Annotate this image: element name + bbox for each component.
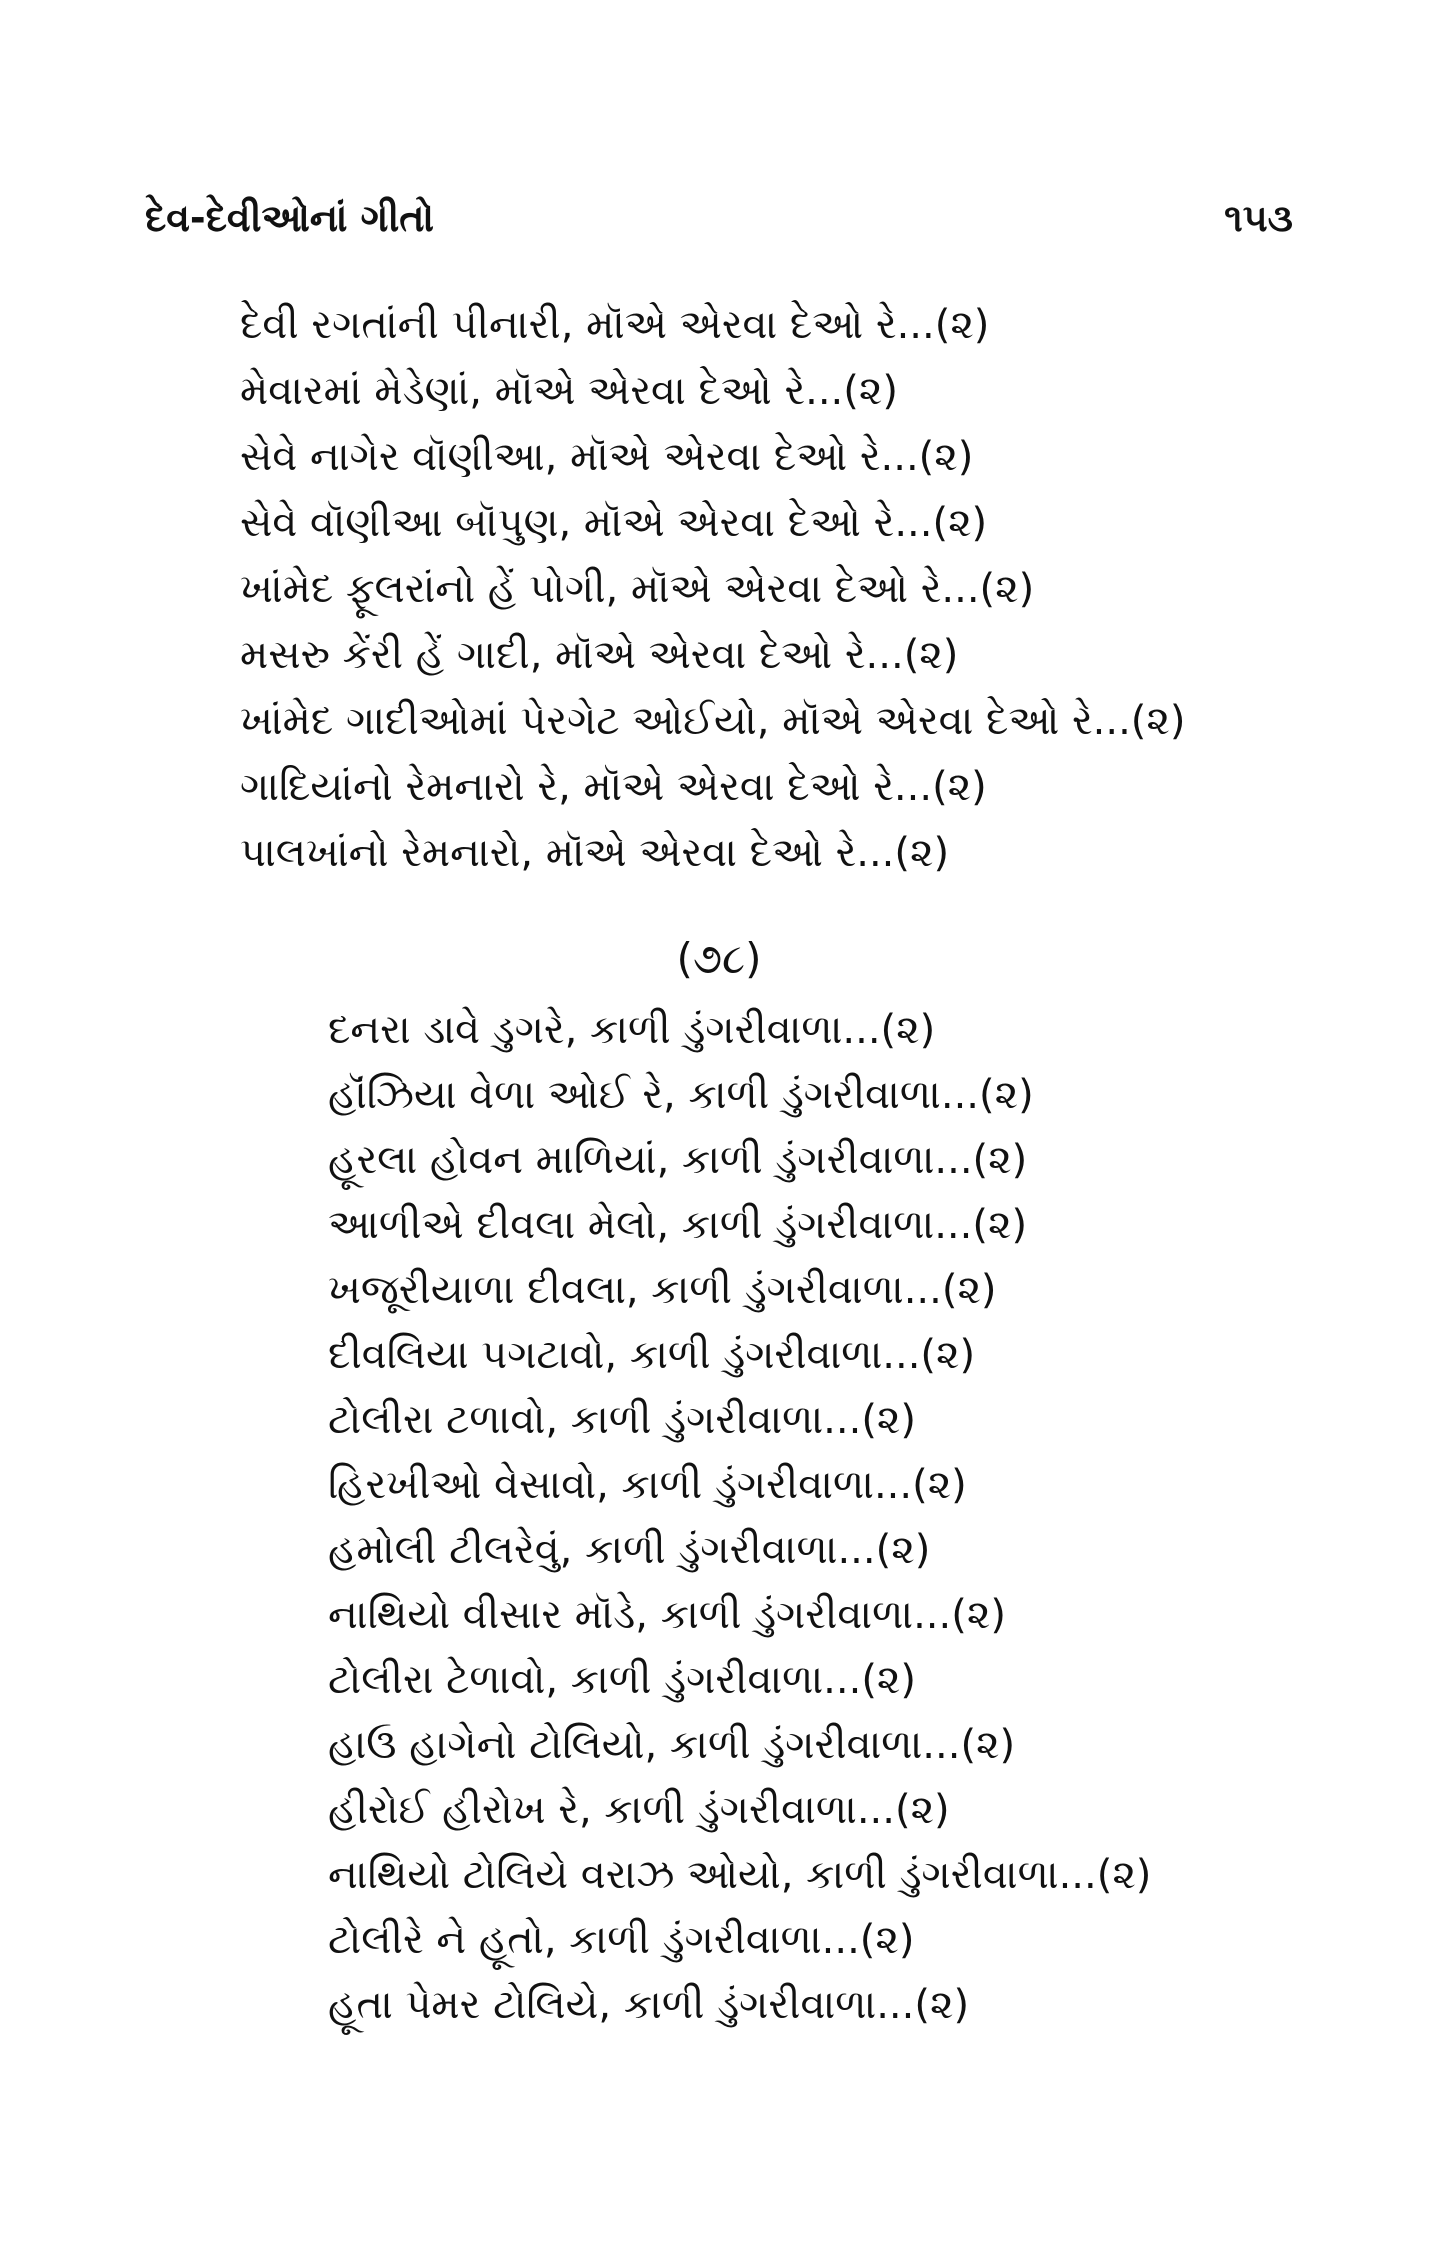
verse-line: હિરખીઓ વેસાવો, કાળી ડુંગરીવાળા...(૨): [328, 1462, 967, 1508]
verse-line: હાઉ હાગેનો ટોલિયો, કાળી ડુંગરીવાળા...(૨): [328, 1722, 1016, 1768]
verse-line: ગાદિયાંનો રેમનારો રે, મૉએ એરવા દેઓ રે...(૨): [240, 764, 987, 810]
verse-line: ટોલીરે ને હૂતો, કાળી ડુંગરીવાળા...(૨): [328, 1917, 915, 1963]
verse-line: દીવલિયા પગટાવો, કાળી ડુંગરીવાળા...(૨): [328, 1332, 976, 1378]
verse-line: ટોલીરા ટેળાવો, કાળી ડુંગરીવાળા...(૨): [328, 1657, 917, 1703]
verse-line: હૂરલા હોવન માળિયાં, કાળી ડુંગરીવાળા...(૨): [328, 1137, 1028, 1183]
verse-line: મેવારમાં મેડેણાં, મૉએ એરવા દેઓ રે...(૨): [240, 368, 898, 414]
running-header: [145, 196, 1293, 256]
verse-line: ખાંમેદ ફૂલરાંનો હેં પોગી, મૉએ એરવા દેઓ રે...(૨): [240, 566, 1035, 612]
verse-line: દનરા ડાવે ડુગરે, કાળી ડુંગરીવાળા...(૨): [328, 1007, 936, 1053]
verse-line: હીરોઈ હીરોખ રે, કાળી ડુંગરીવાળા...(૨): [328, 1787, 950, 1833]
song-number: (૭૮): [676, 934, 762, 983]
verse-line: દેવી રગતાંની પીનારી, મૉએ એરવા દેઓ રે...(૨): [240, 302, 990, 348]
song-stanza-2: [328, 1005, 1152, 2085]
verse-line: મસરુ કેંરી હેં ગાદી, મૉએ એરવા દેઓ રે...(૨): [240, 632, 959, 678]
verse-line: ટોલીરા ટળાવો, કાળી ડુંગરીવાળા...(૨): [328, 1397, 917, 1443]
page-number: ૧૫૩: [1224, 196, 1293, 240]
verse-line: નાથિયો ટોલિયે વરાઝ ઓયો, કાળી ડુંગરીવાળા...(૨): [328, 1852, 1152, 1898]
verse-line: ખાંમેદ ગાદીઓમાં પેરગેટ ઓઈયો, મૉએ એરવા દેઓ રે...(૨): [240, 698, 1186, 744]
verse-line: આળીએ દીવલા મેલો, કાળી ડુંગરીવાળા...(૨): [328, 1202, 1028, 1248]
verse-line: ખજૂરીયાળા દીવલા, કાળી ડુંગરીવાળા...(૨): [328, 1267, 997, 1313]
verse-line: હૉંઝિયા વેળા ઓઈ રે, કાળી ડુંગરીવાળા...(૨): [328, 1072, 1034, 1118]
verse-line: સેવે વૉણીઆ બૉપુણ, મૉએ એરવા દેઓ રે...(૨): [240, 500, 988, 546]
running-title: દેવ-દેવીઓનાં ગીતો: [145, 196, 434, 240]
verse-line: હૂતા પેમર ટોલિયે, કાળી ડુંગરીવાળા...(૨): [328, 1982, 970, 2028]
verse-line: નાથિયો વીસાર મૉડે, કાળી ડુંગરીવાળા...(૨): [328, 1592, 1006, 1638]
verse-line: સેવે નાગેર વૉણીઆ, મૉએ એરવા દેઓ રે...(૨): [240, 434, 974, 480]
song-stanza-1: [240, 300, 1186, 900]
verse-line: હમોલી ટીલરેવું, કાળી ડુંગરીવાળા...(૨): [328, 1527, 931, 1573]
verse-line: પાલખાંનો રેમનારો, મૉએ એરવા દેઓ રે...(૨): [240, 830, 950, 876]
